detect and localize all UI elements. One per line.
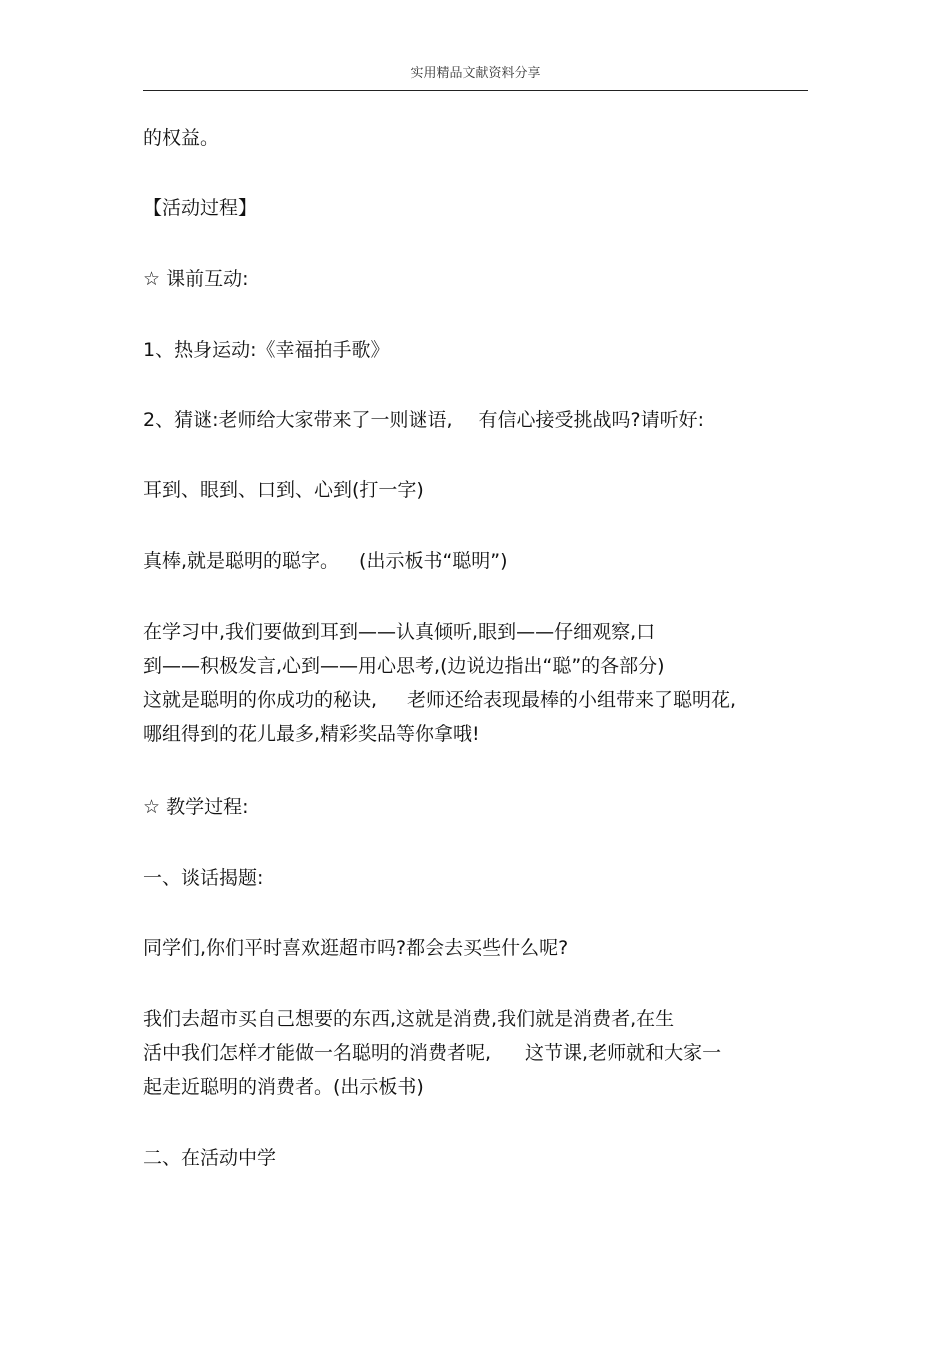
riddle-text: 耳到、眼到、口到、心到(打一字) [143,479,424,501]
paragraph-learning-line-3 [143,686,808,714]
paragraph-supermarket-question: 同学们,你们平时喜欢逛超市吗?都会去买些什么呢? [143,937,569,959]
paragraph-rights-end: 的权益。 [143,127,220,149]
subheading-pre-class: ☆ 课前互动: [143,268,249,290]
riddle-answer-part1: 真棒,就是聪明的聪字。 [143,550,340,572]
paragraph-consumer-line-2a: 活中我们怎样才能做一名聪明的消费者呢, [143,1042,492,1064]
paragraph-learning-line-3b: 老师还给表现最棒的小组带来了聪明花, [407,689,737,711]
page-header: 实用精品文献资料分享 [410,66,541,81]
paragraph-consumer-line-2b: 这节课,老师就和大家一 [525,1042,722,1064]
riddle-answer-part2: (出示板书“聪明”) [359,550,508,572]
item-riddle-part1: 2、猜谜:老师给大家带来了一则谜语, [143,409,453,431]
section-heading-activity-process: 【活动过程】 [143,197,258,219]
paragraph-learning-line-4: 哪组得到的花儿最多,精彩奖品等你拿哦! [143,723,480,745]
paragraph-learning-line-3a: 这就是聪明的你成功的秘诀, [143,689,378,711]
paragraph-learning-line-1: 在学习中,我们要做到耳到——认真倾听,眼到——仔细观察,口 [143,621,656,643]
item-riddle [143,406,808,434]
item-warmup: 1、热身运动:《幸福拍手歌》 [143,339,390,361]
riddle-answer [143,547,808,575]
paragraph-learning-line-2: 到——积极发言,心到——用心思考,(边说边指出“聪”的各部分) [143,655,665,677]
section-heading-activity-learning: 二、在活动中学 [143,1147,277,1169]
paragraph-consumer-line-3: 起走近聪明的消费者。(出示板书) [143,1076,424,1098]
section-heading-intro: 一、谈话揭题: [143,867,264,889]
paragraph-consumer-line-2 [143,1039,808,1067]
item-riddle-part2: 有信心接受挑战吗?请听好: [478,409,705,431]
subheading-teaching-process: ☆ 教学过程: [143,796,249,818]
paragraph-consumer-line-1: 我们去超市买自己想要的东西,这就是消费,我们就是消费者,在生 [143,1008,675,1030]
header-divider [143,90,808,91]
